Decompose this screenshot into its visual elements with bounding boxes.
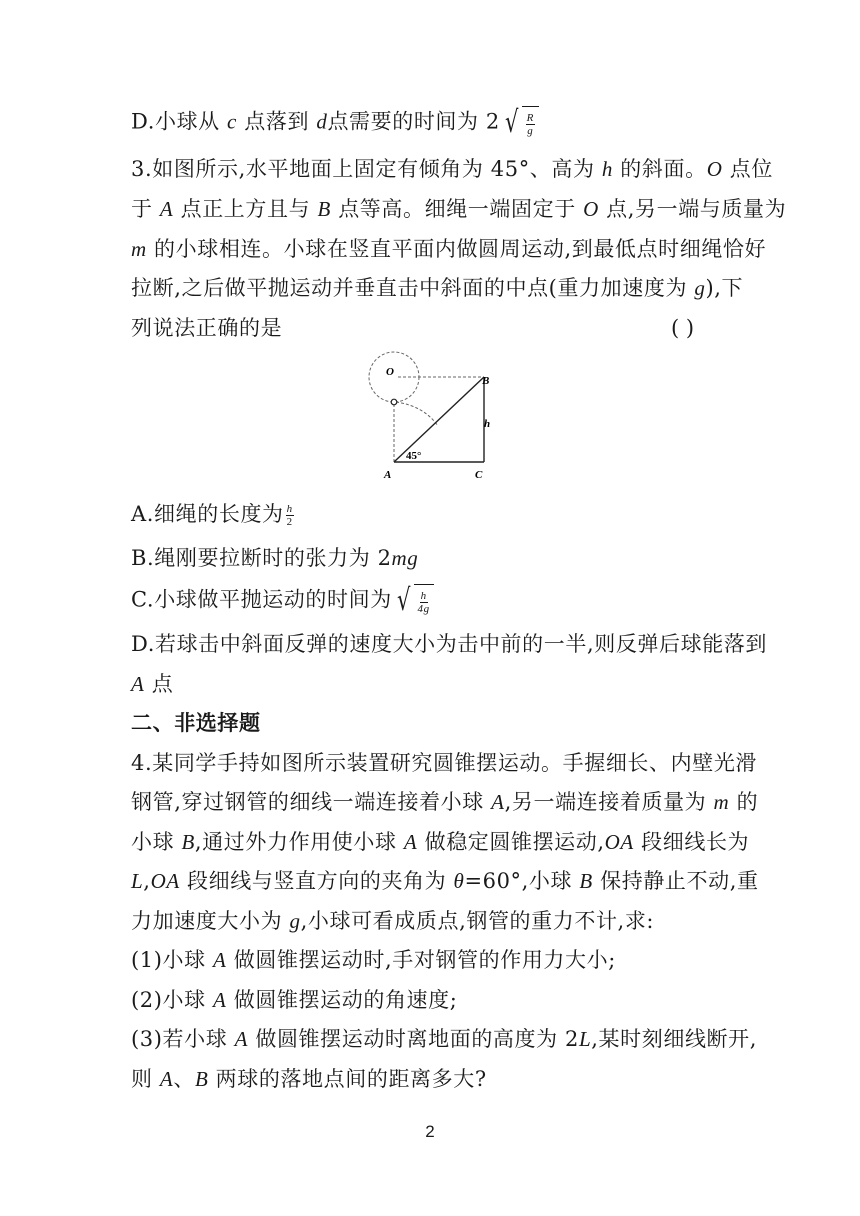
q3-line-1: 3.如图所示,水平地面上固定有倾角为 45°、高为 h 的斜面。O 点位	[131, 157, 773, 181]
q4-sub-3-line-2: 则 A、B 两球的落地点间的距离多大?	[131, 1067, 487, 1091]
answer-paren: ( )	[671, 316, 695, 340]
option-d-line-1: D.若球击中斜面反弹的速度大小为击中前的一半,则反弹后球能落到	[131, 632, 768, 656]
trajectory-arc	[396, 402, 438, 426]
option-d-line-2: A 点	[131, 672, 174, 696]
q4-line-2: 钢管,穿过钢管的细线一端连接着小球 A,另一端连接着质量为 m 的	[131, 790, 759, 814]
q3-line-5: 列说法正确的是	[131, 316, 283, 340]
q3-line-3: m 的小球相连。小球在竖直平面内做圆周运动,到最低点时细绳恰好	[131, 237, 767, 261]
var-c: c	[227, 109, 237, 134]
option-d-prev	[131, 106, 539, 140]
sqrt-r-over-g: √ $\frac{R}{g}$	[502, 106, 539, 140]
var-d: d	[316, 109, 328, 134]
option-c: C.小球做平抛运动的时间为 √ $\frac{h}{4g}$	[131, 584, 434, 618]
q4-line-4: L,OA 段细线与竖直方向的夹角为 θ=60°,小球 B 保持静止不动,重	[131, 869, 759, 893]
q4-sub-3-line-1: (3)若小球 A 做圆锥摆运动时离地面的高度为 2L,某时刻细线断开,	[131, 1027, 758, 1051]
text: 点落到	[244, 109, 317, 134]
q4-line-3: 小球 B,通过外力作用使小球 A 做稳定圆锥摆运动,OA 段细线长为	[131, 830, 750, 854]
q3-line-2: 于 A 点正上方且与 B 点等高。细绳一端固定于 O 点,另一端与质量为	[131, 197, 787, 221]
section-heading: 二、非选择题	[131, 711, 261, 735]
q3-line-4: 拉断,之后做平抛运动并垂直击中斜面的中点(重力加速度为 g),下	[131, 276, 744, 300]
option-b: B.绳刚要拉断时的张力为 2mg	[131, 546, 419, 570]
label-B: B	[482, 375, 490, 387]
page-number: 2	[425, 1122, 435, 1141]
q4-line-1: 4.某同学手持如图所示装置研究圆锥摆运动。手握细长、内壁光滑	[131, 751, 758, 775]
option-a: A.细绳的长度为 $\frac{h}{2}$	[131, 502, 293, 528]
incline-figure	[358, 344, 508, 486]
dashed-circle	[369, 352, 419, 402]
q4-sub-2: (2)小球 A 做圆锥摆运动的角速度;	[131, 988, 458, 1012]
text: 点需要的时间为 2	[327, 109, 500, 134]
label-C: C	[475, 469, 483, 481]
label-A: A	[384, 469, 392, 481]
text: D.小球从	[131, 109, 228, 134]
label-h: h	[484, 418, 491, 430]
label-angle: 45°	[406, 450, 422, 462]
fraction-h-over-2: $\frac{h}{2}$	[286, 503, 293, 528]
ball	[391, 399, 397, 405]
label-O: O	[386, 366, 394, 378]
q4-sub-1: (1)小球 A 做圆锥摆运动时,手对钢管的作用力大小;	[131, 948, 616, 972]
sqrt-h-over-4g: √ $\frac{h}{4g}$	[394, 584, 434, 618]
q4-line-5: 力加速度大小为 g,小球可看成质点,钢管的重力不计,求:	[131, 909, 655, 933]
